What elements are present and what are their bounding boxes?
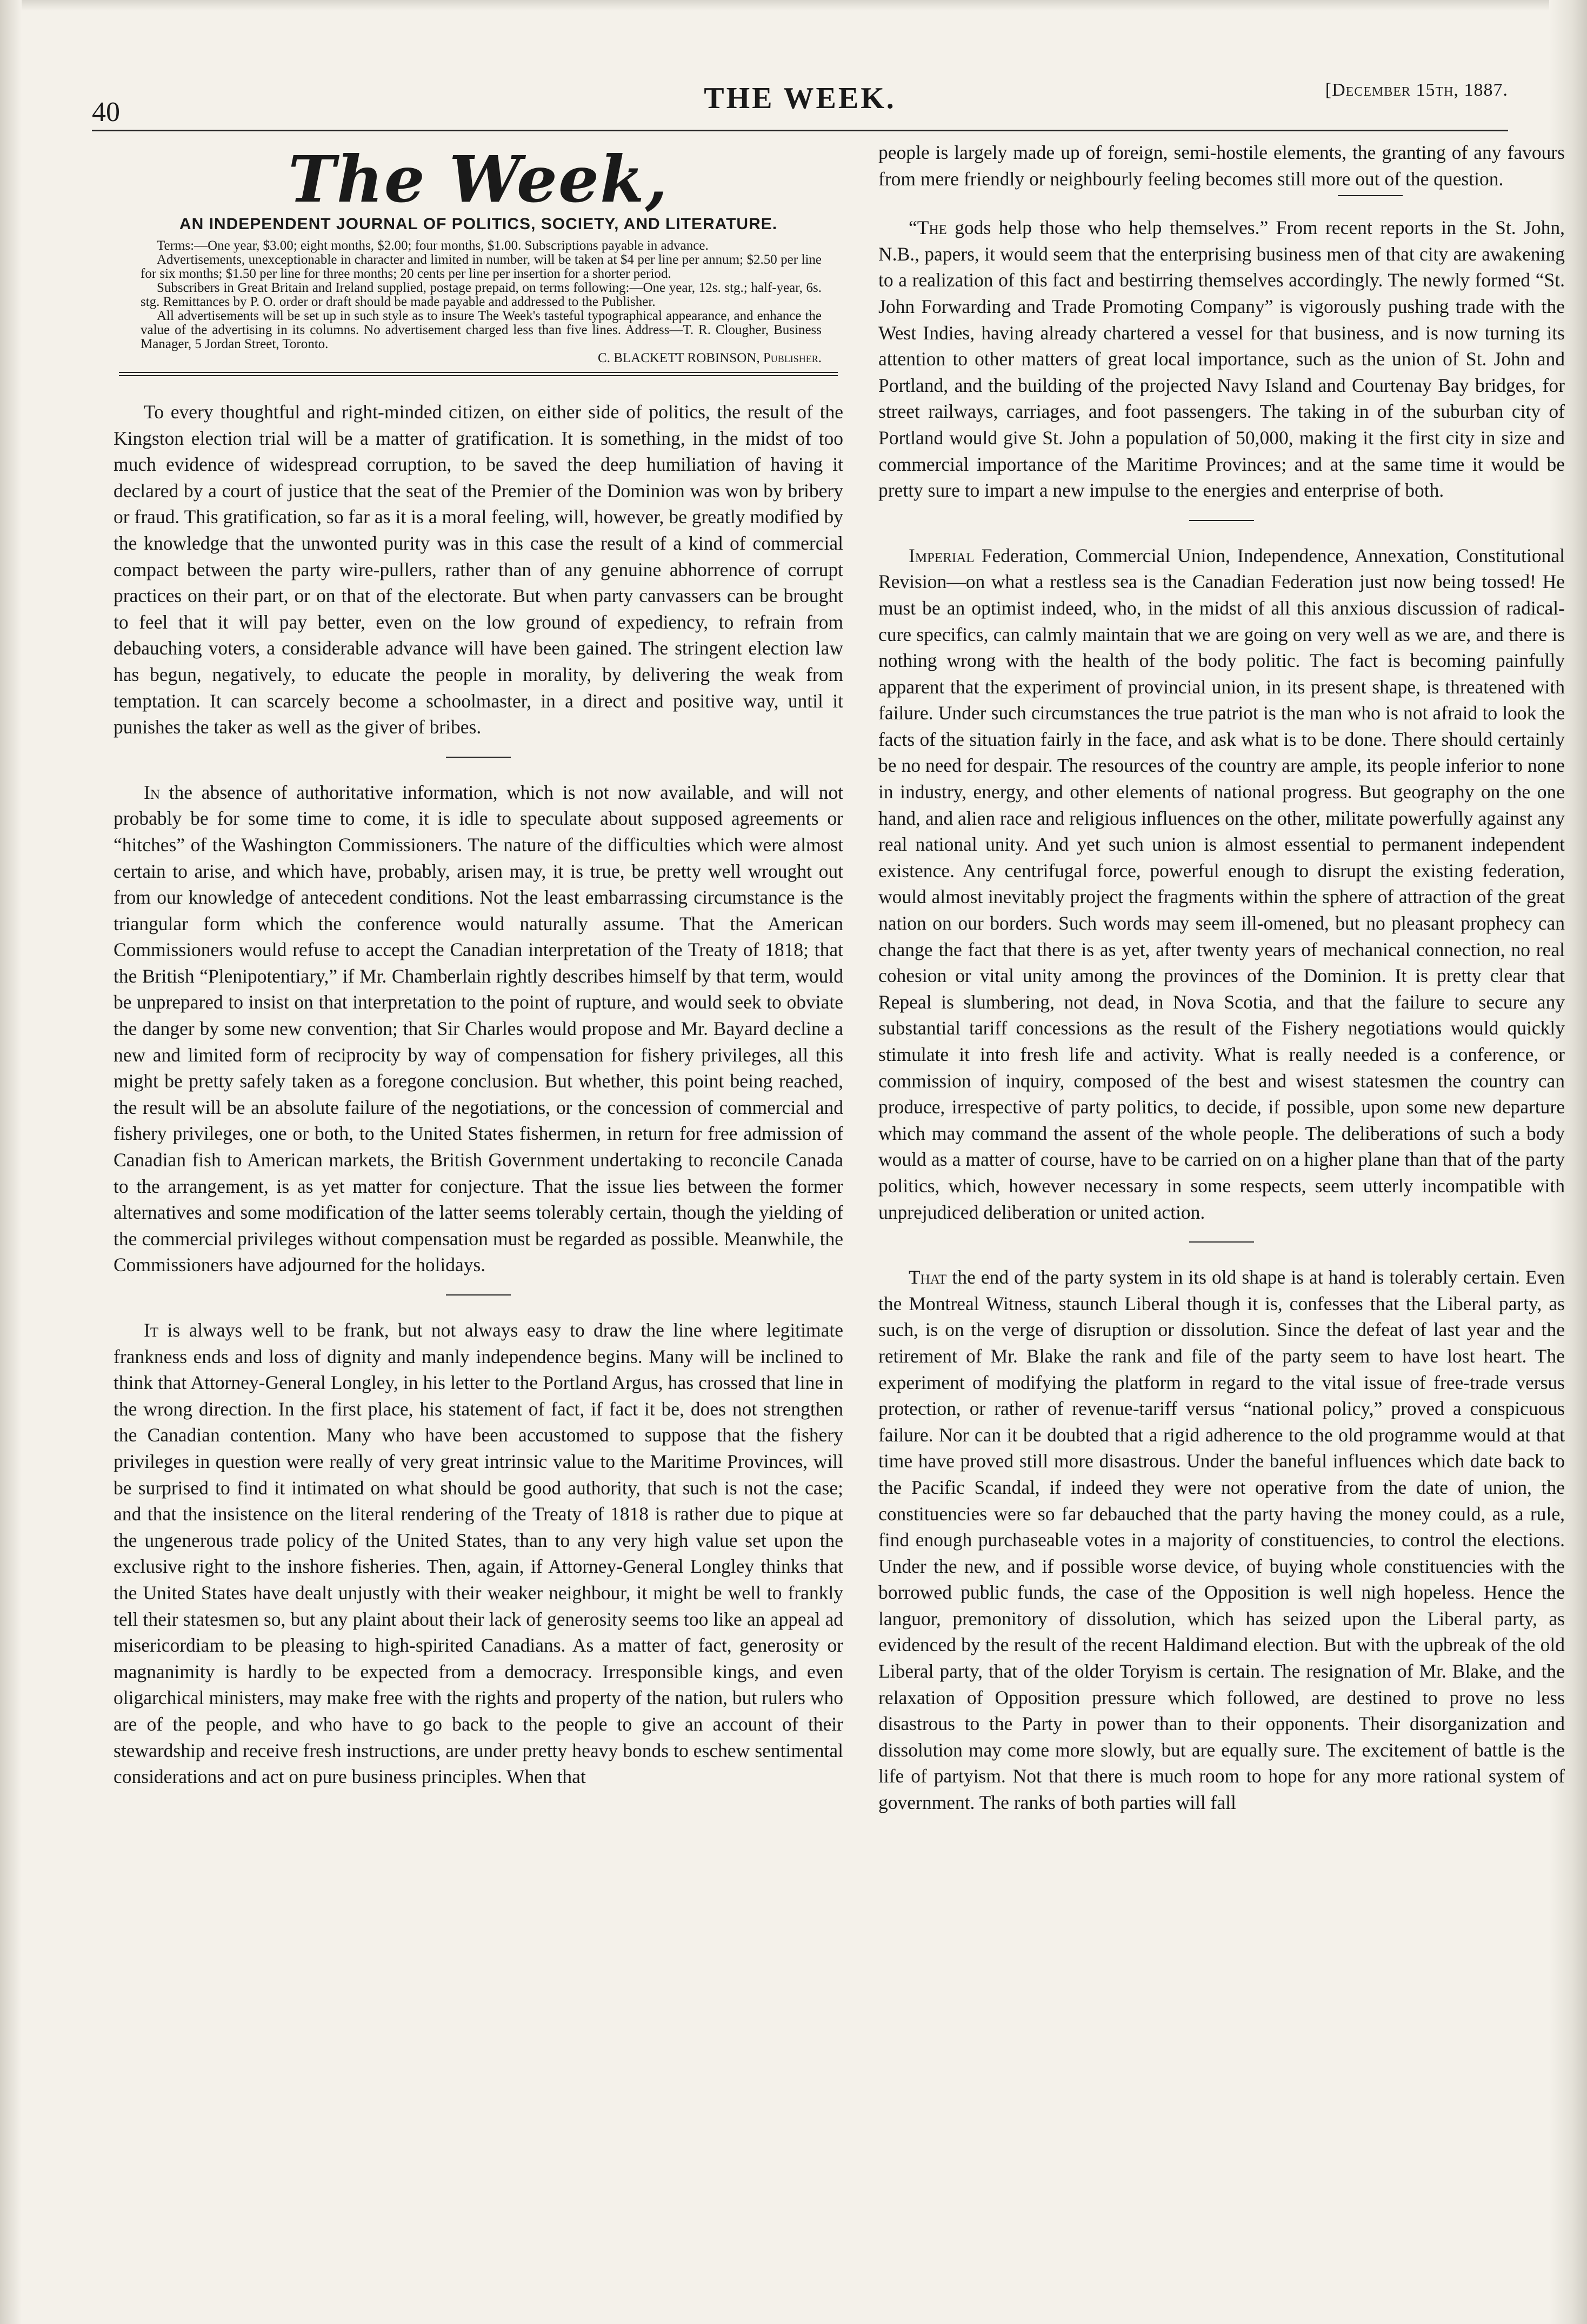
continued-paragraph — [878, 139, 1565, 192]
terms-paragraph: Terms:—One year, $3.00; eight months, $2.00; four months, $1.00. Subscriptions payable in advance. — [157, 238, 709, 253]
paragraph-text: is always well to be frank, but not always easy to draw the line where legitimate frankness ends and loss of dignity and manly independence begins. Many will be inclined to think that Attorney-General Longley, in his letter to the Portland Argus, has crossed that line in the wrong direction. In the first place, his statement of fact, if fact it be, does not strengthen the Canadian contention. Many who have been accustomed to suppose that the fishery privileges in question were really of very great intrinsic value to the Maritime Provinces, will be surprised to find it intimated on what should be good authority, that such is not the case; and that the insistence on the literal rendering of the Treaty of 1818 is rather due to pique at the ungenerous trade policy of the United States, than to any very high value set upon the exclusive right to the inshore fisheries. Then, again, if Attorney-General Longley thinks that the United States have dealt unjustly with their weaker neighbour, it might be well to frankly tell their statesmen so, but any plaint about their lack of generosity seems too like an appeal ad misericordiam to be pleasing to high-spirited Canadians. As a matter of fact, generosity or magnanimity is hardly to be expected from a democracy. Irresponsible kings, and even oligarchical ministers, may make free with the rights and property of the nation, but rulers who are of the people, and who have to go back to the people to give an account of their stewardship and receive fresh instructions, are under pretty heavy bonds to eschew sentimental considerations and act on pure business principles. When that — [114, 1319, 843, 1788]
header-rule — [92, 130, 1508, 131]
running-title: THE WEEK. — [704, 82, 896, 115]
article-paragraph — [114, 399, 843, 740]
paragraph-text: the absence of authoritative information, which is not now available, and will not probably be for some time to come, it is idle to speculate about supposed agreements or “hitches” of the Washington Commissioners. The nature of the difficulties which were almost certain to arise, and which have, probably, arisen may, it is true, be pretty well wrought out from our knowledge of antecedent conditions. Not the least embarrassing circumstance is the triangular form which the conference would naturally assume. That the American Commissioners would refuse to accept the Canadian interpretation of the Treaty of 1818; that the British “Plenipotentiary,” if Mr. Chamberlain rightly describes himself by that term, would be unprepared to insist on that interpretation to the point of rupture, and would seek to obviate the danger by some new convention; that Sir Charles would propose and Mr. Bayard decline a new and limited form of reciprocity by way of compensation for fishery privileges, all this might be pretty safely taken as a foregone conclusion. But whether, this point being reached, the result will be an absolute failure of the negotiations, or the concession of commercial and fishery privileges, one or both, to the United States fishermen, in return for free admission of Canadian fish to American markets, the British Government undertaking to reconcile Canada to the arrangement, is as yet matter for conjecture. That the issue lies between the former alternatives and some modification of the latter seems tolerably certain, though the yielding of the commercial privileges without compensation must be regarded as possible. Meanwhile, the Commissioners have adjourned for the holidays. — [114, 781, 843, 1276]
masthead-double-rule — [119, 372, 838, 376]
right-column — [878, 139, 1565, 1816]
lead-words: In — [144, 781, 160, 803]
lead-words: “The — [909, 217, 947, 239]
section-separator — [446, 757, 511, 758]
section-separator — [1189, 1241, 1254, 1243]
article-paragraph — [878, 215, 1565, 504]
page-number: 40 — [92, 97, 120, 128]
lead-words: Imperial — [909, 544, 975, 566]
article-paragraph — [878, 543, 1565, 1225]
article-paragraph — [114, 1317, 843, 1790]
lead-words: That — [909, 1266, 947, 1288]
terms-paragraph: All advertisements will be set up in such style as to insure The Week's tasteful typographical appearance, and enhance the value of the advertising in its columns. No advertisement charged less than five lines. Address—T. R. Clougher, Business Manager, 5 Jordan Street, Toronto. — [141, 309, 822, 351]
article-paragraph — [114, 779, 843, 1278]
lead-words: It — [144, 1319, 159, 1341]
paragraph-text: people is largely made up of foreign, semi-hostile elements, the granting of any favours from mere friendly or neighbourly feeling becomes still more out of the question. — [878, 142, 1565, 190]
scan-left-edge — [0, 0, 22, 2324]
masthead-subtitle: AN INDEPENDENT JOURNAL OF POLITICS, SOCIETY, AND LITERATURE. — [179, 215, 778, 233]
paragraph-text: Federation, Commercial Union, Independence, Annexation, Constitutional Revision—on what a restless sea is the Canadian Federation just now being tossed! He must be an optimist indeed, who, in the midst of all this anxious discussion of radical-cure specifics, can calmly maintain that we are going on very well as we are, and there is nothing wrong with the health of the body politic. The fact is becoming painfully apparent that the experiment of provincial union, in its present shape, is threatened with failure. Under such circumstances the true patriot is the man who is not afraid to look the facts of the situation fairly in the face, and ask what is to be done. There should certainly be no need for despair. The resources of the country are ample, its people inferior to none in industry, energy, and other elements of national progress. But geography on the one hand, and alien race and religious influences on the other, militate powerfully against any real national unity. And yet such union is almost essential to permanent independent existence. Any centrifugal force, powerful enough to disrupt the existing federation, would almost inevitably project the fragments within the sphere of attraction of the great nation on our borders. Such words may seem ill-omened, but no pleasant prophecy can change the fact that there is as yet, after twenty years of mechanical connection, no real cohesion or vital unity among the provinces of the Dominion. It is pretty clear that Repeal is slumbering, not dead, in Nova Scotia, and that the failure to secure any substantial tariff concessions as the result of the Fishery negotiations would quickly stimulate it into fresh life and activity. What is really needed is a conference, or commission of inquiry, composed of the best and wisest statesmen the country can produce, irrespective of party politics, to decide, if possible, upon some new departure which may command the assent of the whole people. The deliberations of such a body would as a matter of course, have to be carried on on a higher plane than that of the party politics, which, however necessary in some respects, seem utterly incompatible with unprejudiced deliberation or united action. — [878, 544, 1565, 1223]
section-separator — [1338, 195, 1403, 196]
terms-paragraph: Subscribers in Great Britain and Ireland supplied, postage prepaid, on terms following:—One year, 12s. stg.; half-year, 6s. stg. Remittances by P. O. order or draft should be made payable and addressed to the Publisher. — [141, 281, 822, 309]
paragraph-text: To every thoughtful and right-minded citizen, on either side of politics, the result of the Kingston election trial will be a matter of gratification. It is something, in the midst of too much evidence of widespread corruption, to be saved the deep humiliation of having it declared by a court of justice that the seat of the Premier of the Dominion was won by bribery or fraud. This gratification, so far as it is a moral feeling, will, however, be greatly modified by the knowledge that the unwonted purity was in this case the result of a kind of commercial compact between the party wire-pullers, rather than of any genuine abhorrence of corrupt practices on their part, or on that of the electorate. But when party canvassers can be brought to feel that it will pay better, even on the low ground of expediency, to refrain from debauching voters, a considerable advance will have been gained. The stringent election law has begun, negatively, to educate the people in morality, by delivering the weak from temptation. It can scarcely become a schoolmaster, in a direct and positive way, until it punishes the taker as well as the giver of bribes. — [114, 401, 843, 738]
paragraph-text: the end of the party system in its old shape is at hand is tolerably certain. Even the Montreal Witness, staunch Liberal though it is, confesses that the Liberal party, as such, is on the verge of disruption or dissolution. Since the defeat of last year and the retirement of Mr. Blake the rank and file of the party seem to have lost heart. The experiment of modifying the platform in regard to the vital issue of free-trade versus protection, or rather of revenue-tariff versus “national policy,” proved a conspicuous failure. Nor can it be doubted that a rigid adherence to the old programme would at that time have proved still more disastrous. Under the baneful influences which date back to the Pacific Scandal, if indeed they were not operative from the date of union, the constituencies were so far debauched that the party having the money could, as a rule, find enough purchaseable votes in a majority of constituencies, to control the elections. Under the new, and if possible worse device, of buying whole constituencies with the borrowed public funds, the case of the Opposition is well nigh hopeless. Hence the languor, premonitory of dissolution, which has seized upon the Liberal party, as evidenced by the result of the recent Haldimand election. But with the upbreak of the old Liberal party, that of the older Toryism is certain. The resignation of Mr. Blake, and the relaxation of Opposition pressure which followed, are destined to prove no less disastrous to the Party in power than to their opponents. Their disorganization and dissolution may come more slowly, but are equally sure. The excitement of battle is the life of partyism. Not that there is much room to hope for any more rational system of government. The ranks of both parties will fall — [878, 1266, 1565, 1814]
running-header — [92, 76, 1508, 128]
masthead-title: The Week, — [288, 142, 669, 217]
subscription-terms — [114, 239, 843, 365]
scan-top-edge — [0, 0, 1587, 11]
publisher-line: C. BLACKETT ROBINSON, Publisher. — [598, 351, 822, 365]
paragraph-text: gods help those who help themselves.” From recent reports in the St. John, N.B., papers, it would seem that the enterprising business men of that city are awakening to a realization of this fact and bestirring themselves accordingly. The newly formed “St. John Forwarding and Trade Promoting Company” is vigorously pushing trade with the West Indies, having already chartered a vessel for that business, and is now turning its attention to other matters of great local importance, such as the union of St. John and Portland, and the building of the projected Navy Island and Courtenay Bay bridges, for street railways, carriages, and foot passengers. The taking in of the suburban city of Portland would give St. John a population of 50,000, making it the first city in size and commercial importance of the Maritime Provinces; and at the same time it would be pretty sure to impart a new impulse to the energies and enterprise of both. — [878, 217, 1565, 502]
terms-paragraph: Advertisements, unexceptionable in character and limited in number, will be taken at $4 per line per annum; $2.50 per line for six months; $1.50 per line for three months; 20 cents per line per insertion for a shorter period. — [141, 252, 822, 281]
left-column — [114, 139, 843, 1790]
article-paragraph — [878, 1264, 1565, 1815]
issue-date: [December 15th, 1887. — [1325, 80, 1508, 100]
masthead — [114, 142, 843, 233]
section-separator — [446, 1294, 511, 1295]
section-separator — [1189, 520, 1254, 521]
